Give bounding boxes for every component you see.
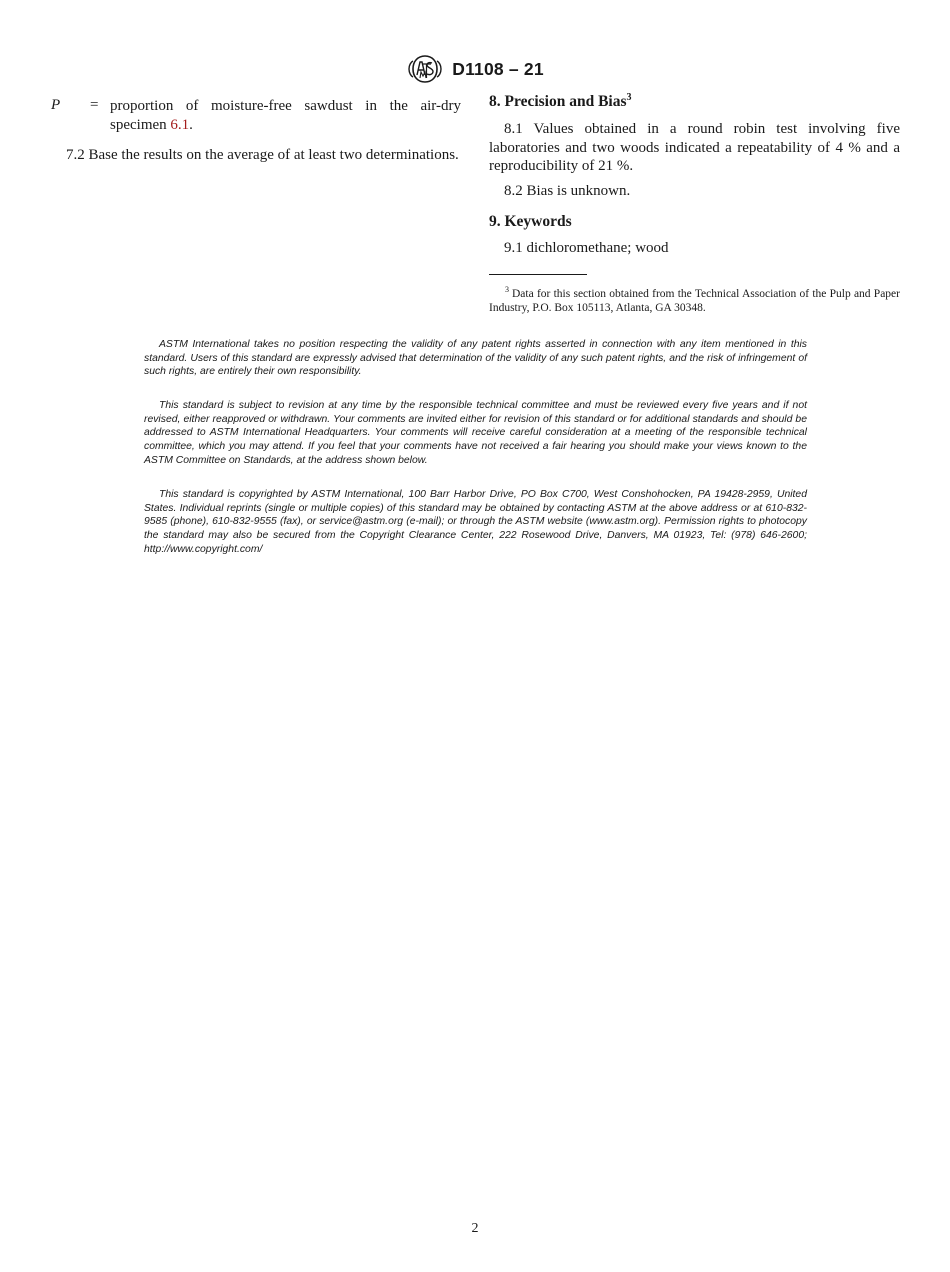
- footnote-text: Data for this section obtained from the Technical Association of the Pulp and Paper Industry, P.O. Box 105113, Atlanta, GA 30348.: [489, 288, 900, 314]
- definition-equals: =: [90, 97, 99, 113]
- section-8-title: 8. Precision and Bias: [489, 93, 627, 110]
- paragraph-9-1: 9.1 dichloromethane; wood: [504, 240, 669, 256]
- astm-logo-icon: [406, 53, 444, 85]
- page-number: 2: [471, 1221, 479, 1236]
- footnote-ref-3[interactable]: 3: [626, 91, 632, 103]
- copyright-notice: This standard is copyrighted by ASTM International, 100 Barr Harbor Drive, PO Box C700, West Conshohocken, PA 19428-2959, United States. Individual reprints (single or multiple copies) of this standard may be obtained by contacting ASTM at the above address or at 610-832-9585 (phone), 610-832-9555 (fax), or service@astm.org (e-mail); or through the ASTM website (www.astm.org). Permission rights to photocopy the standard may also be secured from the Copyright Clearance Center, 222 Rosewood Drive, Danvers, MA 01923, Tel: (978) 646-2600; http://www.copyright.com/: [144, 489, 807, 555]
- document-id: D1108 – 21: [452, 58, 544, 79]
- variable-definition: [51, 97, 461, 137]
- section-ref-link[interactable]: 6.1: [170, 116, 190, 133]
- footnote-3: [489, 287, 900, 315]
- section-9-heading: 9. Keywords: [489, 213, 572, 230]
- footnote-number: 3: [505, 285, 509, 295]
- section-8-heading: [489, 93, 900, 111]
- footnote-divider: [489, 274, 587, 275]
- page-header: [0, 52, 950, 86]
- definition-body: proportion of moisture-free sawdust in the air-dry specimen: [110, 98, 461, 133]
- paragraph-8-1: 8.1 Values obtained in a round robin test involving five laboratories and two woods indicated a repeatability of 4 % and a reproducibility of 21 %.: [489, 121, 900, 174]
- definition-symbol: P: [51, 97, 61, 113]
- definition-end: .: [189, 116, 193, 133]
- paragraph-8-2: 8.2 Bias is unknown.: [504, 183, 631, 199]
- revision-notice: This standard is subject to revision at any time by the responsible technical committee and must be reviewed every five years and if not revised, either reapproved or withdrawn. Your comments are invited either for revision of this standard or for additional standards and should be addressed to ASTM International Headquarters. Your comments will receive careful consideration at a meeting of the responsible technical committee, which you may attend. If you feel that your comments have not received a fair hearing you should make your views known to the ASTM Committee on Standards, at the address shown below.: [144, 400, 807, 466]
- patent-notice: ASTM International takes no position respecting the validity of any patent rights asserted in connection with any item mentioned in this standard. Users of this standard are expressly advised that determination of the validity of any such patent rights, and the risk of infringement of such rights, are entirely their own responsibility.: [144, 339, 807, 378]
- paragraph-7-2: 7.2 Base the results on the average of at least two determinations.: [66, 147, 459, 163]
- definition-text: [110, 97, 461, 134]
